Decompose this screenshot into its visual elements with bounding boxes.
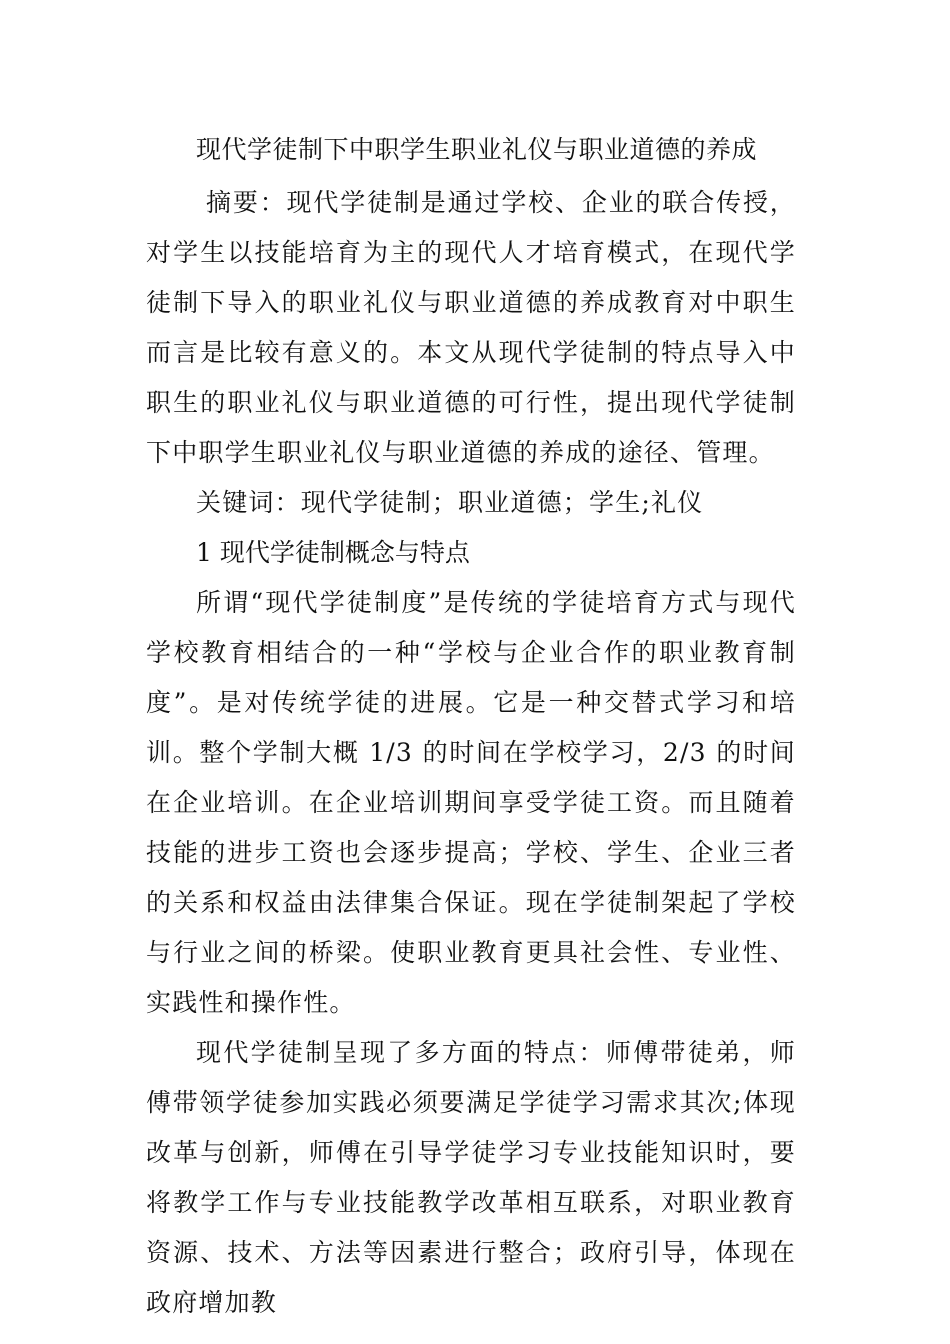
body-paragraph: 所谓“现代学徒制度”是传统的学徒培育方式与现代学校教育相结合的一种“学校与企业合作的职业教育制度”。是对传统学徒的进展。它是一种交替式学习和培训。整个学制大概 1/3 的时间在学校学习，2/3 的时间在企业培训。在企业培训期间享受学徒工资。而且随着技能的进步工资也会逐步提高；学校、学生、企业三者的关系和权益由法律集合保证。现在学徒制架起了学校与行业之间的桥梁。使职业教育更具社会性、专业性、实践性和操作性。: [146, 588, 796, 1017]
section-heading: 1 现代学徒制概念与特点: [196, 538, 470, 567]
document-title: 现代学徒制下中职学生职业礼仪与职业道德的养成: [196, 135, 758, 164]
abstract-paragraph: 摘要：现代学徒制是通过学校、企业的联合传授，对学生以技能培育为主的现代人才培育模式，在现代学徒制下导入的职业礼仪与职业道德的养成教育对中职生而言是比较有意义的。本文从现代学徒制的特点导入中职生的职业礼仪与职业道德的可行性，提出现代学徒制下中职学生职业礼仪与职业道德的养成的途径、管理。: [146, 188, 796, 467]
document-body: [146, 128, 796, 1328]
keywords-line: 关键词：现代学徒制；职业道德；学生;礼仪: [196, 488, 704, 517]
body-paragraph: 现代学徒制呈现了多方面的特点：师傅带徒弟，师傅带领学徒参加实践必须要满足学徒学习需求其次;体现改革与创新，师傅在引导学徒学习专业技能知识时，要将教学工作与专业技能教学改革相互联系，对职业教育资源、技术、方法等因素进行整合；政府引导，体现在政府增加教: [146, 1038, 796, 1317]
